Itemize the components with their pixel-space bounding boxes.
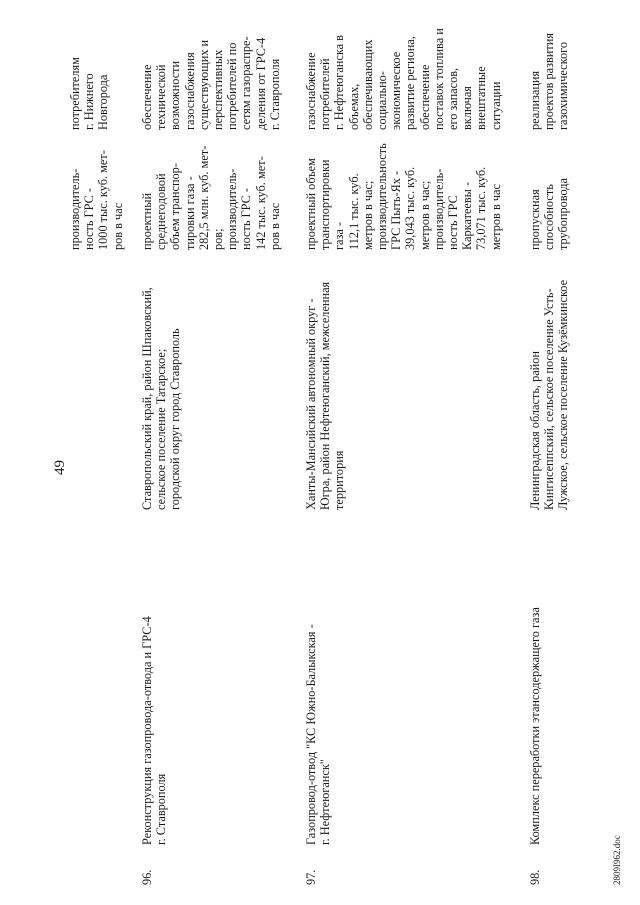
- row-96-number: 96.: [140, 869, 154, 885]
- row-97-parameters: проектный объем транспортировки газа - 112,1 тыс. куб. метров в час; производительность ГРС Пыть-Ях - 39,043 тыс. куб. метров в час; производитель- ность ГРС Каркатеевы - 73,071 тыс. куб. метров в час: [304, 143, 503, 250]
- row-96-goals: обеспечение технической возможности газоснабжения существующих и перспективных потребителей по сетям газораспре- деления от ГРС-4 г. Ставрополя: [140, 36, 282, 130]
- row-98-location: Ленинградская область, район Кингисеппский, сельское поселение Усть- Лужское, сельское поселение Кузёмкинское: [528, 279, 571, 510]
- row-97-goals: газоснабжение потребителей г. Нефтеюганска в объемах, обеспечивающих социально- экономическое развитие региона, обеспечение поставок топлива и его запасов, включая внештатные ситуации: [304, 28, 503, 130]
- row-98-name: Комплекс переработки этансодержащего газа: [528, 607, 542, 845]
- row-98-goals: реализация проектов развития газохимического: [528, 32, 571, 130]
- row-98-number: 98.: [528, 869, 542, 885]
- row-96-name: Реконструкция газопровода-отвода и ГРС-4 г. Ставрополя: [140, 616, 169, 845]
- row-98-parameters: пропускная способность трубопровода: [528, 177, 571, 250]
- row-97-number: 97.: [304, 869, 318, 885]
- row-96-location: Ставропольский край, район Шпаковский, сельское поселение Татарское; городской округ город Ставрополь: [140, 287, 183, 510]
- row-96-parameters: проектный среднегодовой объем транспор- тировки газа - 282,5 млн. куб. мет- ров; производитель- ность ГРС - 142 тыс. куб. мет- ров в час: [140, 145, 282, 250]
- row-97-location: Ханты-Мансийский автономный округ - Югра, район Нефтеюганский, межселенная территория: [304, 281, 347, 510]
- row-0-parameters: производитель- ность ГРС - 1000 тыс. куб. мет- ров в час: [68, 150, 125, 250]
- row-0-goals: потребителям г. Нижнего Новгорода: [68, 57, 111, 130]
- footer-filename: 2809I962.doc: [612, 835, 622, 885]
- row-97-name: Газопровод-отвод "КС Южно-Балыкская - г. Нефтеюганск": [304, 624, 333, 845]
- page-number: 49: [52, 460, 68, 475]
